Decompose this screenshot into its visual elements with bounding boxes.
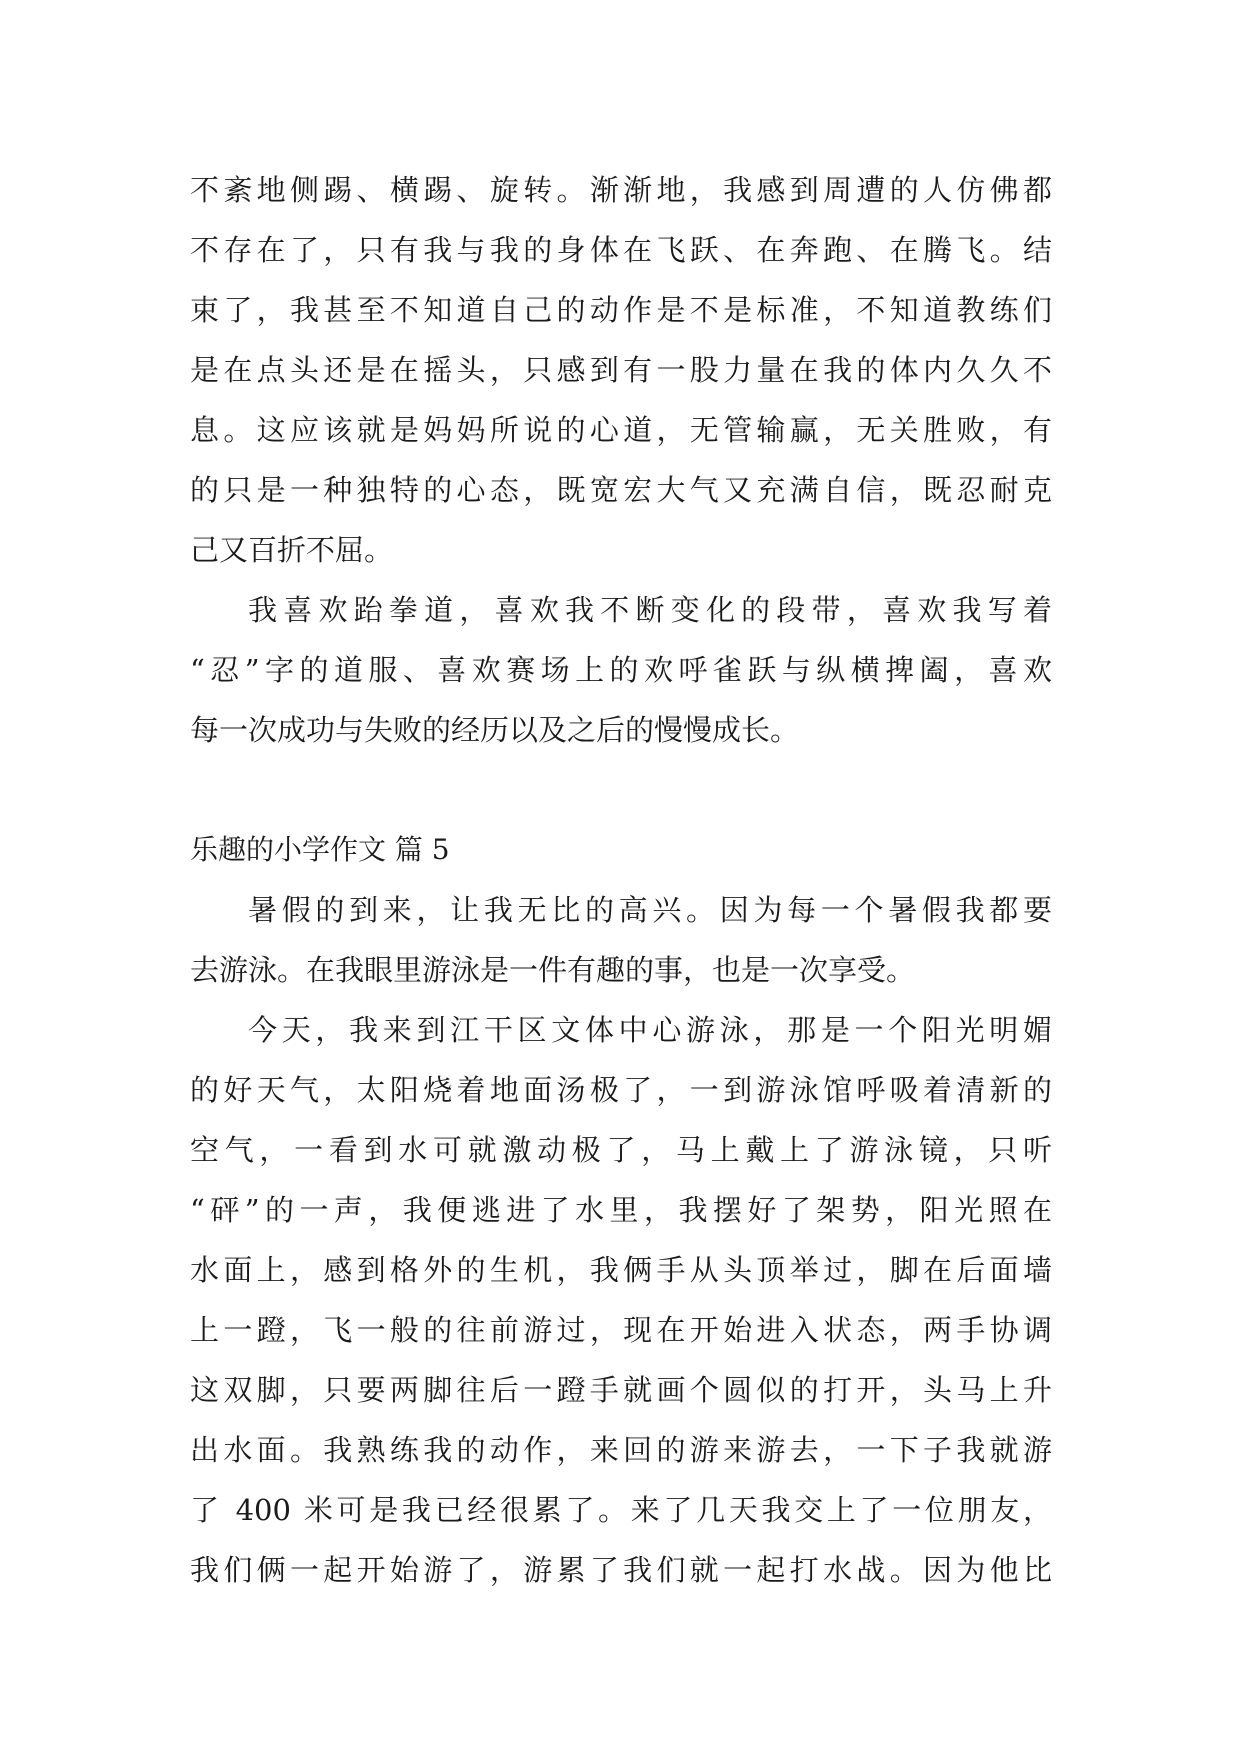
paragraph-line: 每一次成功与失败的经历以及之后的慢慢成长。	[190, 713, 800, 747]
paragraph-line: “忍”字的道服、喜欢赛场上的欢呼雀跃与纵横捭阖，喜欢	[190, 653, 1052, 687]
paragraph-line: 了 400 米可是我已经很累了。来了几天我交上了一位朋友，	[190, 1493, 1052, 1527]
paragraph-line: 不紊地侧踢、横踢、旋转。渐渐地，我感到周遭的人仿佛都	[190, 173, 1052, 207]
paragraph-line: 我们俩一起开始游了，游累了我们就一起打水战。因为他比	[190, 1553, 1052, 1587]
paragraph-line: 今天，我来到江干区文体中心游泳，那是一个阳光明媚	[248, 1013, 1052, 1047]
paragraph-line: 我喜欢跆拳道，喜欢我不断变化的段带，喜欢我写着	[248, 593, 1052, 627]
paragraph-line: 是在点头还是在摇头，只感到有一股力量在我的体内久久不	[190, 353, 1052, 387]
paragraph-line: 己又百折不屈。	[190, 533, 394, 567]
paragraph-line: 的只是一种独特的心态，既宽宏大气又充满自信，既忍耐克	[190, 473, 1052, 507]
paragraph-line: 出水面。我熟练我的动作，来回的游来游去，一下子我就游	[190, 1433, 1052, 1467]
section-title: 乐趣的小学作文 篇 5	[190, 833, 450, 866]
paragraph	[190, 580, 1052, 760]
document-page	[190, 160, 1052, 1600]
paragraph	[190, 880, 1052, 1000]
paragraph-line: 上一蹬，飞一般的往前游过，现在开始进入状态，两手协调	[190, 1313, 1052, 1347]
section-spacer	[190, 760, 1052, 820]
paragraph-line: 暑假的到来，让我无比的高兴。因为每一个暑假我都要	[248, 893, 1052, 927]
paragraph-line: 空气，一看到水可就激动极了，马上戴上了游泳镜，只听	[190, 1133, 1052, 1167]
paragraph-line: 束了，我甚至不知道自己的动作是不是标准，不知道教练们	[190, 293, 1052, 327]
paragraph-line: 水面上，感到格外的生机，我俩手从头顶举过，脚在后面墙	[190, 1253, 1052, 1287]
paragraph-line: 这双脚，只要两脚往后一蹬手就画个圆似的打开，头马上升	[190, 1373, 1052, 1407]
paragraph	[190, 1000, 1052, 1600]
paragraph-line: 去游泳。在我眼里游泳是一件有趣的事，也是一次享受。	[190, 953, 916, 987]
paragraph-line: 的好天气，太阳烧着地面汤极了，一到游泳馆呼吸着清新的	[190, 1073, 1052, 1107]
paragraph-line: 息。这应该就是妈妈所说的心道，无管输赢，无关胜败，有	[190, 413, 1052, 447]
paragraph-line: 不存在了，只有我与我的身体在飞跃、在奔跑、在腾飞。结	[190, 233, 1052, 267]
paragraph-line: “砰”的一声，我便逃进了水里，我摆好了架势，阳光照在	[190, 1193, 1052, 1227]
paragraph	[190, 160, 1052, 580]
